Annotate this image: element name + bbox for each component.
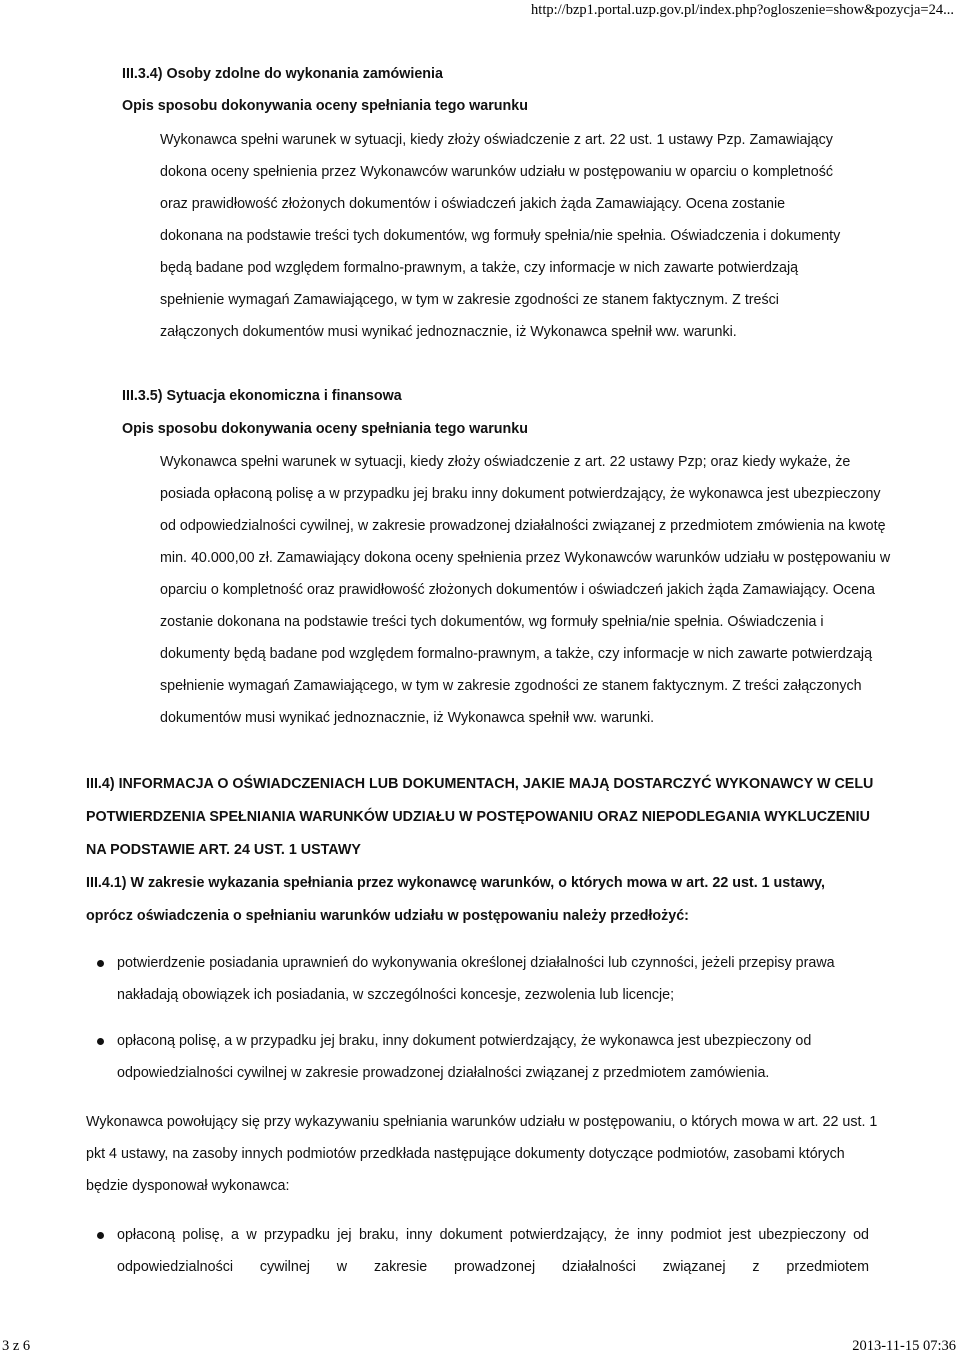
list-item: opłaconą polisę, a w przypadku jej braku, inny dokument potwierdzający, że inny podmiot jest ubezpieczony od odpowiedzialności cywilnej w zakresie prowadzonej działalności związanej z przedmiotem: [117, 1219, 869, 1283]
bullet-icon: [97, 1038, 104, 1045]
section-heading-3-3-5: III.3.5) Sytuacja ekonomiczna i finansowa: [122, 388, 402, 404]
resource-document-list: [117, 1219, 869, 1283]
section-text-3-3-5: Wykonawca spełni warunek w sytuacji, kiedy złoży oświadczenie z art. 22 ustawy Pzp; oraz kiedy wykaże, że posiada opłaconą polisę a w przypadku jej braku inny dokument potwierdzający, że wykonawca jest ubezpieczony od odpowiedzialności cywilnej, w zakresie prowadzonej działalności związanej z przedmiotem zmówienia na kwotę min. 40.000,00 zł. Zamawiający dokona oceny spełnienia przez Wykonawców warunków udziału w postępowaniu w oparciu o kompletność oraz prawidłowość złożonych dokumentów i oświadczeń jakich żąda Zamawiający. Ocena zostanie dokonana na podstawie treści tych dokumentów, wg formuły spełnia/nie spełnia. Oświadczenia i dokumenty będą badane pod względem formalno-prawnym, a także, czy informacje w nich zawarte potwierdzają spełnienie wymagań Zamawiającego, w tym w zakresie zgodności ze stanem faktycznym. Z treści załączonych dokumentów musi wynikać jednoznacznie, iż Wykonawca spełnił ww. warunki.: [160, 454, 891, 726]
section-subheading-3-3-4: Opis sposobu dokonywania oceny spełniania tego warunku: [122, 98, 528, 114]
page-url: http://bzp1.portal.uzp.gov.pl/index.php?ogloszenie=show&pozycja=24...: [531, 2, 954, 18]
print-timestamp: 2013-11-15 07:36: [852, 1338, 956, 1354]
section-subheading-3-4-1: III.4.1) W zakresie wykazania spełniania przez wykonawcę warunków, o których mowa w art. 22 ust. 1 ustawy, oprócz oświadczenia o spełnianiu warunków udziału w postępowaniu należy przedłożyć:: [86, 875, 825, 924]
list-item: opłaconą polisę, a w przypadku jej braku, inny dokument potwierdzający, że wykonawca jest ubezpieczony od odpowiedzialności cywilnej w zakresie prowadzonej działalności związanej z przedmiotem zamówienia.: [117, 1025, 872, 1089]
list-item: potwierdzenie posiadania uprawnień do wykonywania określonej działalności lub czynności, jeżeli przepisy prawa nakładają obowiązek ich posiadania, w szczególności koncesje, zezwolenia lub licencje;: [117, 947, 872, 1011]
page-number: 3 z 6: [2, 1338, 31, 1354]
section-subheading-3-3-5: Opis sposobu dokonywania oceny spełniania tego warunku: [122, 421, 528, 437]
section-heading-3-4: III.4) INFORMACJA O OŚWIADCZENIACH LUB DOKUMENTACH, JAKIE MAJĄ DOSTARCZYĆ WYKONAWCY W CELU POTWIERDZENIA SPEŁNIANIA WARUNKÓW UDZIAŁU W POSTĘPOWANIU ORAZ NIEPODLEGANIA WYKLUCZENIU NA PODSTAWIE ART. 24 UST. 1 USTAWY: [86, 776, 874, 858]
section-heading-3-3-4: III.3.4) Osoby zdolne do wykonania zamówienia: [122, 66, 443, 82]
bullet-icon: [97, 960, 104, 967]
section-text-3-3-4: Wykonawca spełni warunek w sytuacji, kiedy złoży oświadczenie z art. 22 ust. 1 ustawy Pzp. Zamawiający dokona oceny spełnienia przez Wykonawców warunków udziału w postępowaniu w oparciu o kompletność oraz prawidłowość złożonych dokumentów i oświadczeń jakich żąda Zamawiający. Ocena zostanie dokonana na podstawie treści tych dokumentów, wg formuły spełnia/nie spełnia. Oświadczenia i dokumenty będą badane pod względem formalno-prawnym, a także, czy informacje w nich zawarte potwierdzają spełnienie wymagań Zamawiającego, w tym w zakresie zgodności ze stanem faktycznym. Z treści załączonych dokumentów musi wynikać jednoznacznie, iż Wykonawca spełnił ww. warunki.: [160, 132, 841, 340]
document-list: [117, 947, 872, 1089]
resource-paragraph: Wykonawca powołujący się przy wykazywaniu spełniania warunków udziału w postępowaniu, o których mowa w art. 22 ust. 1 pkt 4 ustawy, na zasoby innych podmiotów przedkłada następujące dokumenty dotyczące podmiotów, zasobami których będzie dysponował wykonawca:: [86, 1114, 878, 1194]
bullet-icon: [97, 1232, 104, 1239]
